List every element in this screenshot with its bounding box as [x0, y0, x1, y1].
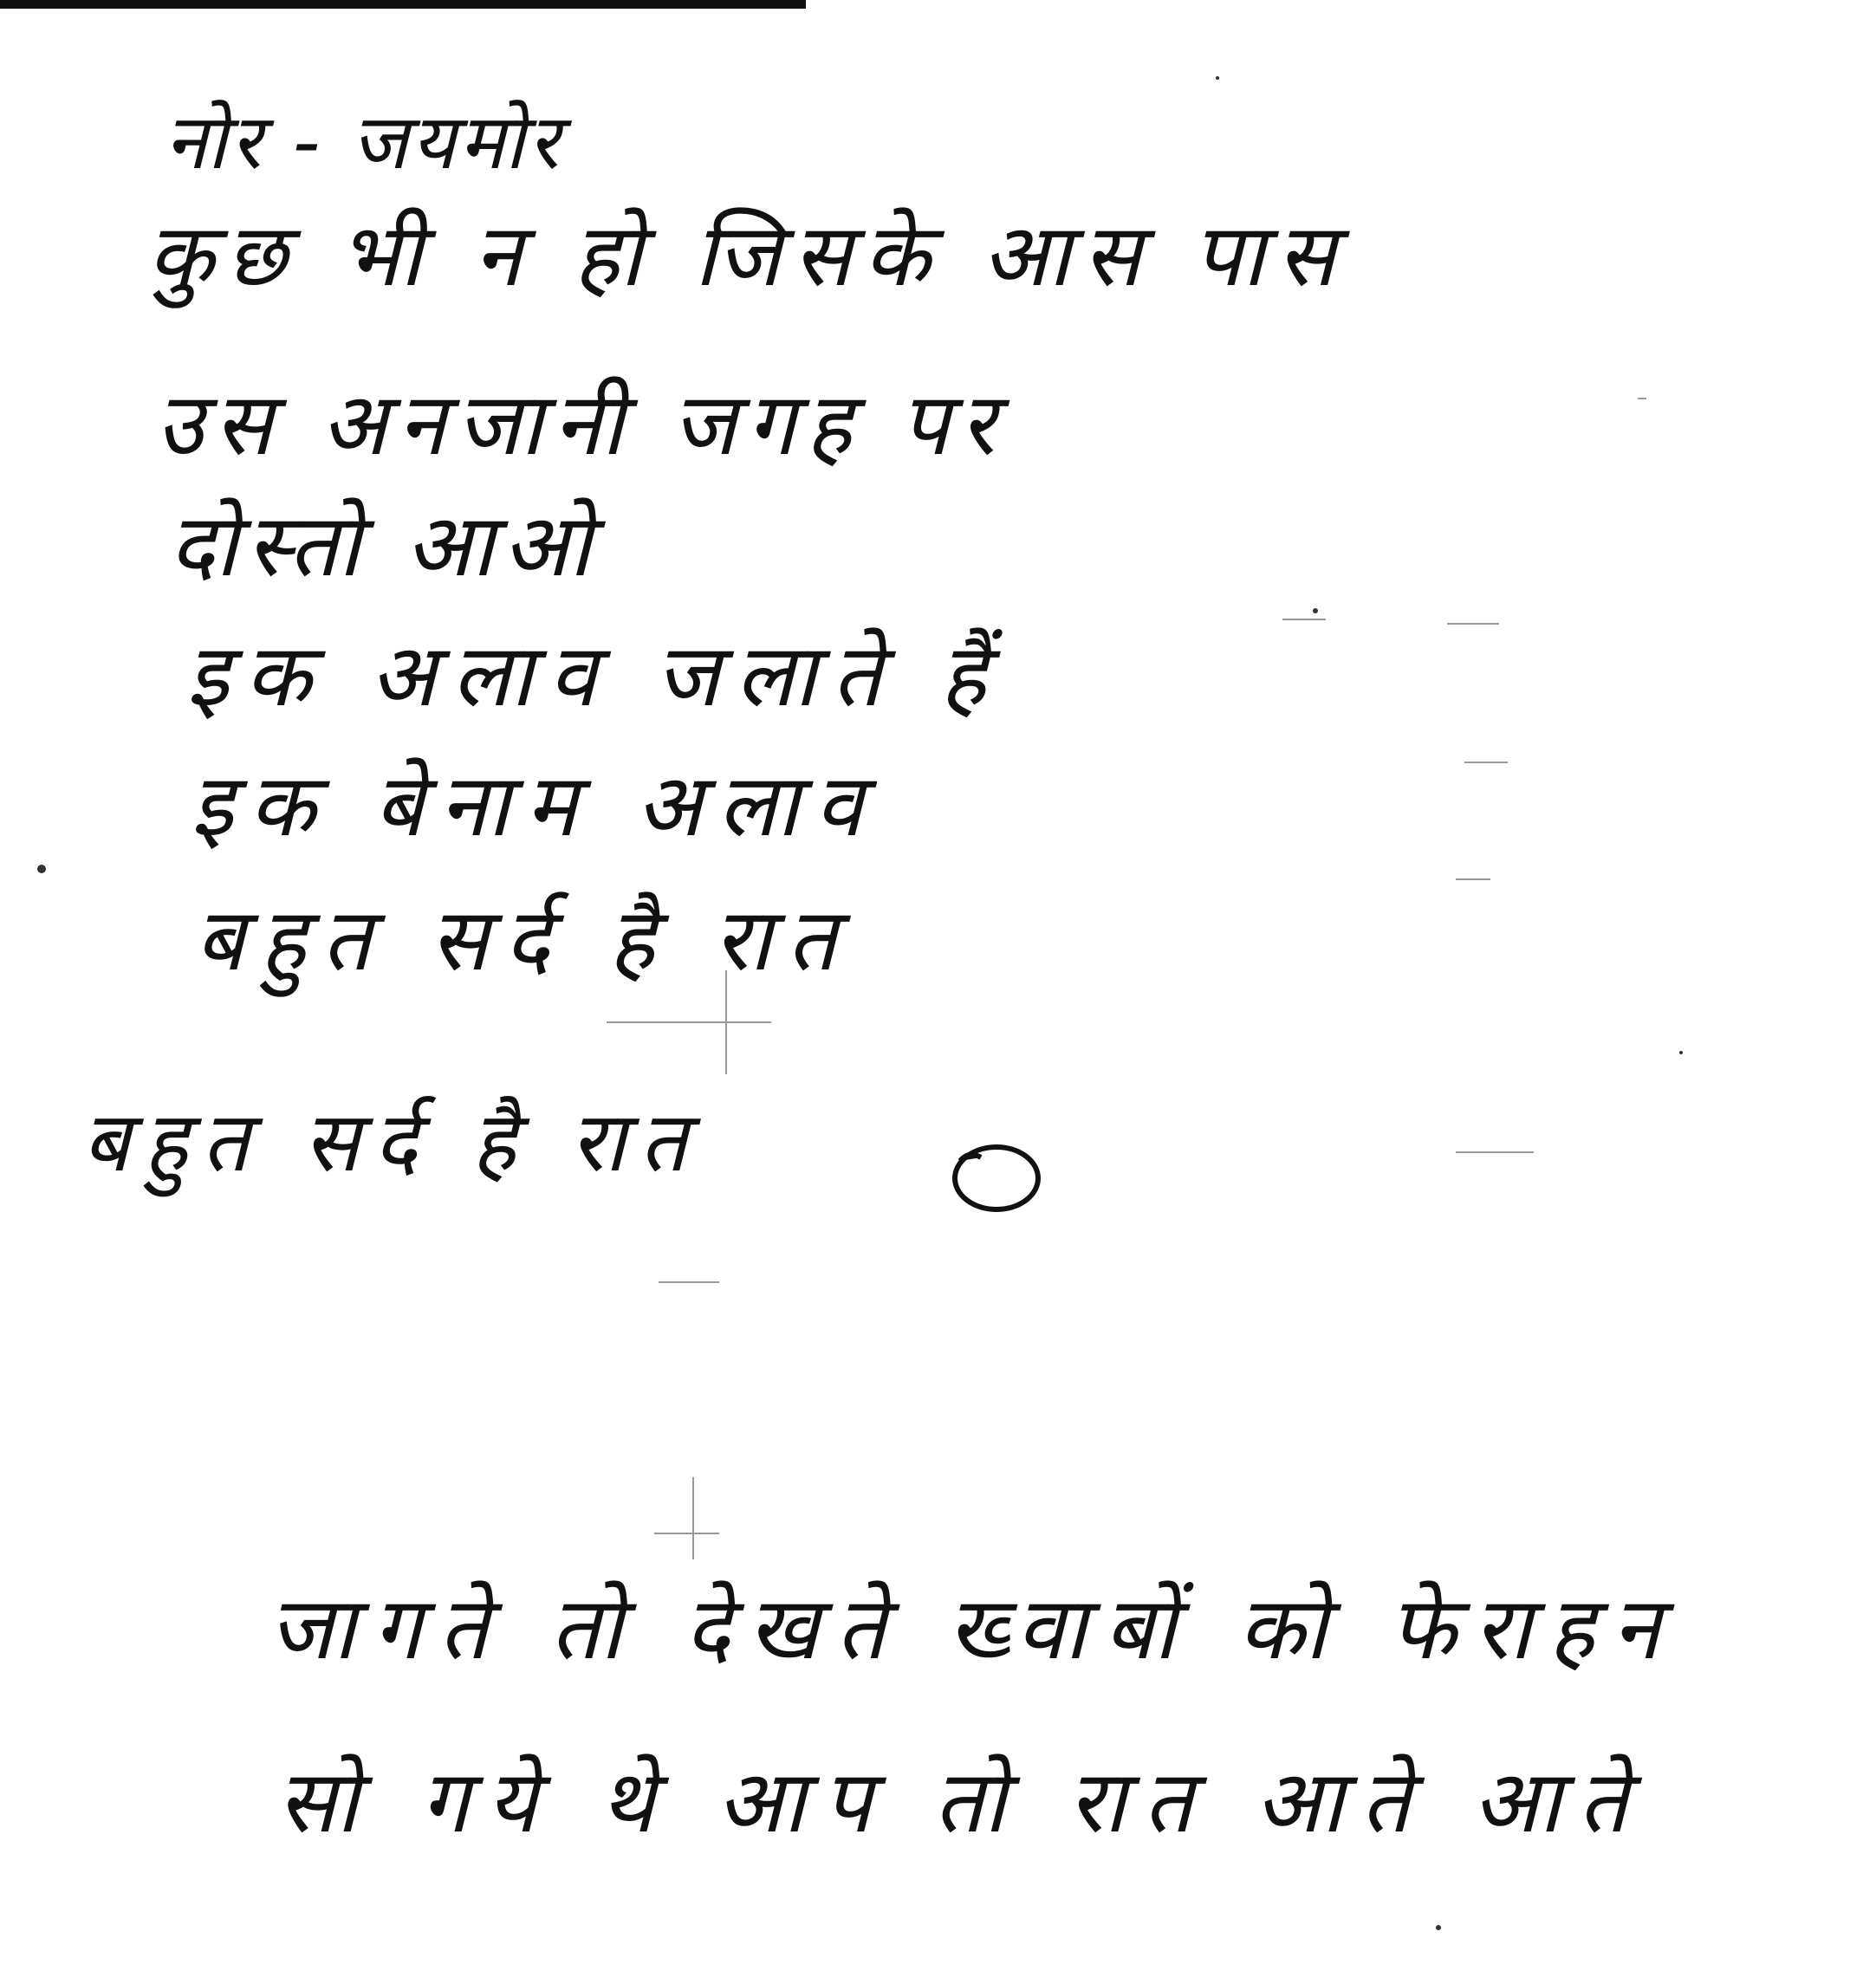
top-rule-line [0, 0, 806, 9]
poem-line-5: इक अलाव जलाते हैं [186, 625, 1002, 726]
couplet-line-1: जागते तो देखते ख्वाबों को फेराहन [269, 1578, 1678, 1679]
poem-line-8: बहुत सर्द है रात [82, 1093, 701, 1190]
couplet-line-2: सो गये थे आप तो रात आते आते [277, 1751, 1646, 1852]
poem-line-2: कुछ भी न हो जिसके आस पास [147, 204, 1347, 306]
poem-line-7: बहुत सर्द है रात [195, 889, 853, 990]
circle-mark [944, 1135, 1048, 1222]
poem-line-4: दोस्तो आओ [169, 495, 600, 596]
poem-line-6: इक बेनाम अलाव [191, 755, 879, 856]
poem-line-3: उस अनजानी जगह पर [156, 373, 1006, 475]
poem-line-1: नोर - जयमोर [165, 97, 563, 186]
